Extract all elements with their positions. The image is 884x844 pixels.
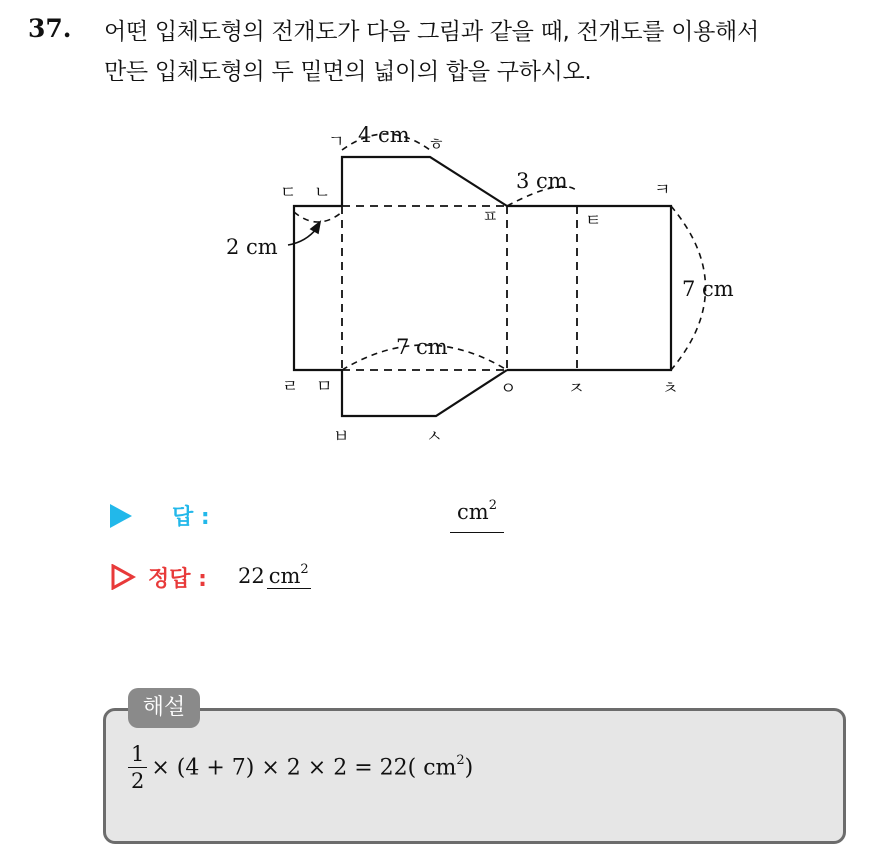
explanation-tab: 해설 <box>128 688 200 728</box>
question-line-2: 만든 입체도형의 두 밑면의 넓이의 합을 구하시오. <box>104 59 592 85</box>
formula-expression <box>151 752 474 781</box>
vertex-label-s: ㅅ <box>426 427 443 447</box>
vertex-label-h: ㅎ <box>428 135 445 155</box>
explanation-box <box>103 708 846 844</box>
vertex-label-p: ㅍ <box>482 207 499 227</box>
vertex-label-b: ㅂ <box>333 427 350 447</box>
dimension-arcs <box>294 134 706 370</box>
vertex-label-t: ㅌ <box>585 211 602 231</box>
dimension-slant: 3 cm <box>516 169 568 193</box>
correct-value-number: 22 <box>238 564 265 588</box>
vertex-label-g: ㄱ <box>328 132 345 152</box>
answer-marker-icon <box>110 504 132 528</box>
question-line-1: 어떤 입체도형의 전개도가 다음 그림과 같을 때, 전개도를 이용해서 <box>104 19 759 45</box>
formula-close-paren: ) <box>464 755 474 781</box>
answer-row <box>110 500 610 534</box>
bottom-trapezoid-outline <box>342 370 507 416</box>
dimension-top: 4 cm <box>358 123 410 147</box>
dimension-height: 2 cm <box>226 235 278 259</box>
vertex-label-n: ㄴ <box>314 183 331 203</box>
vertex-label-j: ㅈ <box>568 379 585 399</box>
vertex-label-o: ㅇ <box>500 379 517 399</box>
net-solid-edges <box>294 157 671 416</box>
dimension-bottom: 7 cm <box>396 335 448 359</box>
top-trapezoid-outline <box>342 157 507 206</box>
answer-unit-exponent: 2 <box>488 498 497 513</box>
correct-unit-text: cm <box>268 564 301 588</box>
vertex-label-ch: ㅊ <box>662 379 679 399</box>
correct-unit-exponent: 2 <box>300 562 309 577</box>
formula-expression-body: × (4 + 7) × 2 × 2 = 22( cm <box>151 755 457 781</box>
vertex-label-m: ㅁ <box>316 377 333 397</box>
correct-answer-value <box>238 564 311 589</box>
vertex-label-k: ㅋ <box>654 180 671 200</box>
formula-exponent: 2 <box>456 752 465 768</box>
vertex-label-r: ㄹ <box>282 377 299 397</box>
net-fold-lines <box>342 206 577 370</box>
arc-height-2cm <box>294 212 342 222</box>
correct-marker-icon <box>110 564 136 590</box>
answer-blank <box>450 500 504 533</box>
question-number: 37. <box>28 14 72 43</box>
height-leader-arrowhead <box>311 222 320 233</box>
fraction-numerator: 1 <box>128 741 147 768</box>
answer-unit: cm <box>457 500 489 524</box>
correct-value-unit <box>267 564 311 589</box>
explanation-formula <box>128 741 473 794</box>
dimension-side: 7 cm <box>682 277 734 301</box>
height-leader <box>288 222 320 245</box>
vertex-label-d: ㄷ <box>280 183 297 203</box>
correct-answer-label: 정답 : <box>148 567 207 592</box>
answer-label: 답 : <box>172 505 210 530</box>
correct-answer-row <box>110 560 610 596</box>
formula-fraction <box>128 741 147 794</box>
fraction-denominator: 2 <box>131 769 145 793</box>
